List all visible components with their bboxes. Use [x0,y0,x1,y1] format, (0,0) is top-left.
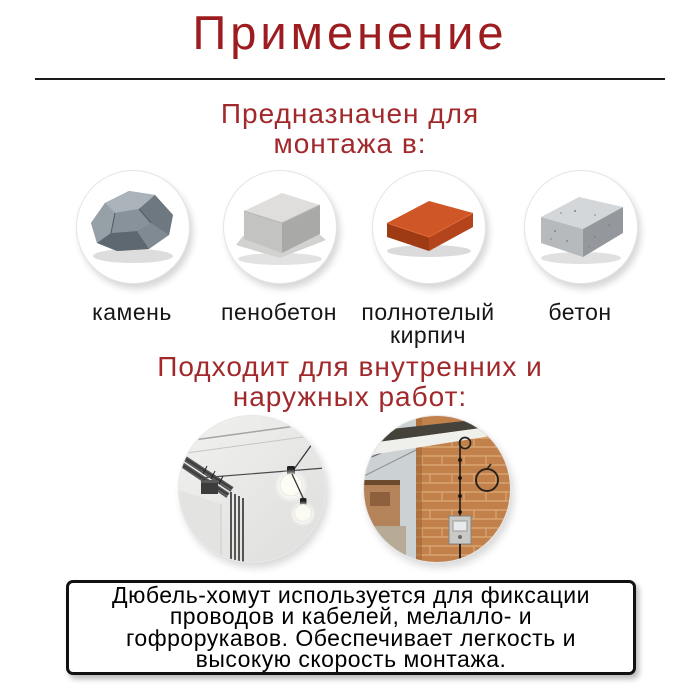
material-label-solid-brick: полнотелый кирпич [361,299,495,348]
intro-heading-line2: монтажа в: [273,128,427,159]
indoor-installation-photo [178,415,326,563]
outdoor-installation-photo [363,415,511,563]
material-circle-foam-concrete [223,170,337,284]
material-label-stone: камень [92,299,172,325]
works-heading-line1: Подходит для внутренних и [157,351,543,382]
description-box [66,580,636,675]
material-circle-concrete [524,170,638,284]
indoor-ceiling-wiring-photo [179,416,325,562]
material-label-concrete: бетон [548,299,612,325]
material-circle-stone [76,170,190,284]
description-line-1: Дюбель-хомут используется для фиксации [112,581,590,608]
intro-heading-line1: Предназначен для [220,98,480,129]
solid-brick-icon [373,171,485,283]
title-divider [35,78,665,80]
intro-heading [0,99,700,159]
material-label-foam-concrete: пенобетон [221,299,337,325]
foam-concrete-block-icon [224,171,336,283]
outdoor-brick-wall-wiring-photo [364,416,510,562]
description-line-4: высокую скорость монтажа. [195,646,507,672]
page-title: Применение [192,6,508,59]
description-line-2: проводов и кабелей, мелалло- и [169,603,533,629]
concrete-block-icon [525,171,637,283]
works-heading [0,352,700,412]
description-line-3: гофрорукавов. Обеспечивает легкость и [126,624,576,651]
material-circle-solid-brick [372,170,486,284]
stone-icon [77,171,189,283]
works-heading-line2: наружных работ: [232,381,468,412]
